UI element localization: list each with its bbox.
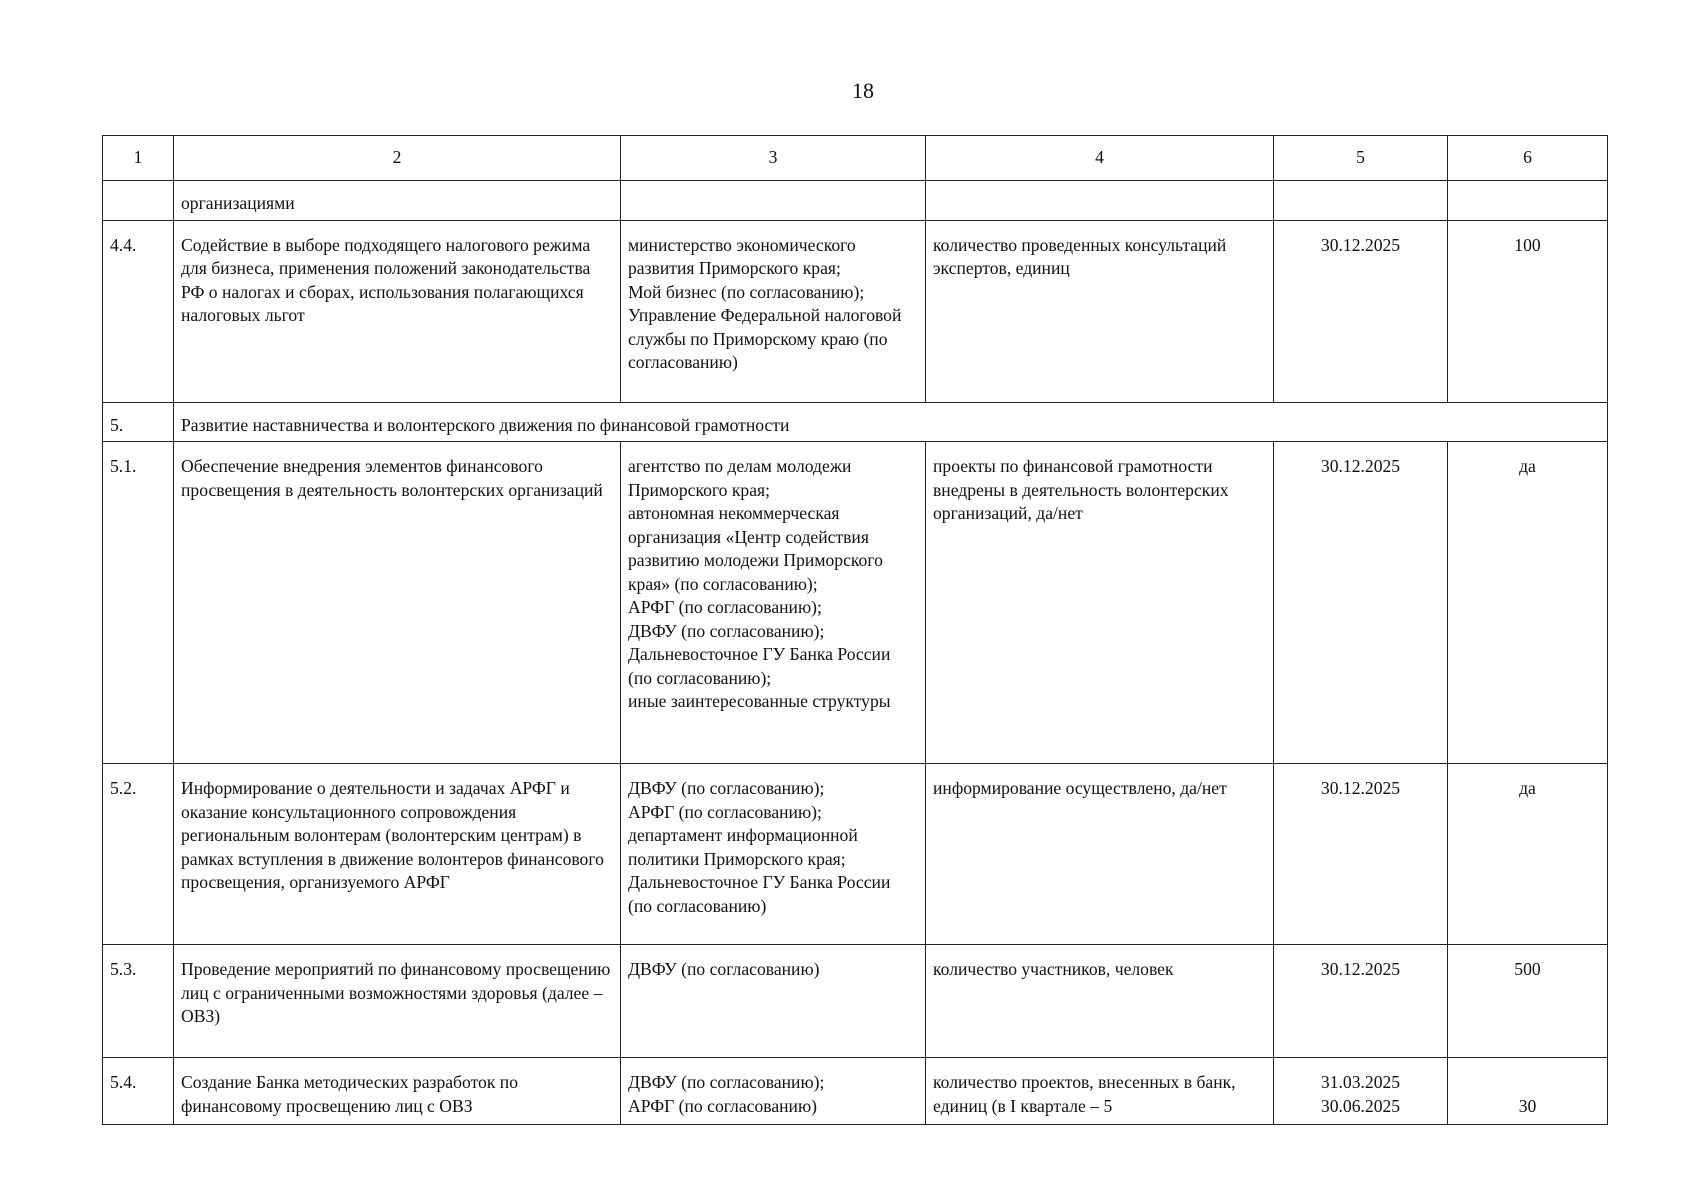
table-row [103,442,1608,764]
executor-line: АРФГ (по согласованию); [628,597,822,617]
executor-line: АРФГ (по согласованию) [628,1095,817,1116]
measure-cell: организациями [174,181,621,221]
executor-line: Дальневосточное ГУ Банка России (по согласованию) [628,872,891,916]
value-cell [1448,220,1608,402]
indicator-cell: количество проектов, внесенных в банк, единиц (в I квартале – 5 [926,1058,1274,1125]
executors-cell [621,181,926,221]
table-row [103,764,1608,945]
indicator-cell [926,181,1274,221]
date-cell [1274,220,1448,402]
measure-cell: Обеспечение внедрения элементов финансового просвещения в деятельность волонтерских организаций [174,442,621,764]
section-row [103,402,1608,442]
date-cell [1274,945,1448,1058]
executors-cell [621,945,926,1058]
column-number: 1 [103,136,174,181]
executor-line: ДВФУ (по согласованию) [628,959,820,979]
measure-cell: Проведение мероприятий по финансовому просвещению лиц с ограниченными возможностями здоровья (далее – ОВЗ) [174,945,621,1058]
executor-line: департамент информационной политики Приморского края; [628,825,858,869]
executor-line: АРФГ (по согласованию); [628,801,822,822]
executor-line: Дальневосточное ГУ Банка России (по согласованию); [628,644,891,688]
row-number-cell: 5.2. [103,764,174,945]
executor-line: ДВФУ (по согласованию); [628,1072,825,1092]
date-line: 30.12.2025 [1320,959,1401,979]
date-line: 30.12.2025 [1320,234,1401,255]
indicator-cell: проекты по финансовой грамотности внедрены в деятельность волонтерских организаций, да/нет [926,442,1274,764]
executor-line: Мой бизнес (по согласованию); [628,281,865,302]
row-number-cell: 5.1. [103,442,174,764]
value-line: 500 [1514,959,1541,979]
executor-line: министерство экономического развития Приморского края; [628,234,856,278]
section-title-cell: Развитие наставничества и волонтерского движения по финансовой грамотности [174,402,1608,442]
date-cell [1274,181,1448,221]
executor-line: иные заинтересованные структуры [628,691,891,711]
date-cell [1274,764,1448,945]
page-number: 18 [852,78,874,103]
date-line: 30.12.2025 [1320,778,1401,798]
measure-cell: Информирование о деятельности и задачах АРФГ и оказание консультационного сопровождения региональным волонтерам (волонтерским центрам) в рамках вступления в движение волонтеров финансового просвещения, организуемого АРФГ [174,764,621,945]
table-row [103,1058,1608,1125]
executor-line: Управление Федеральной налоговой службы по Приморскому краю (по согласованию) [628,305,902,372]
indicator-cell: количество проведенных консультаций экспертов, единиц [926,220,1274,402]
executors-cell [621,1058,926,1125]
column-number: 3 [621,136,926,181]
value-cell [1448,442,1608,764]
column-number: 4 [926,136,1274,181]
executors-cell [621,442,926,764]
column-number: 5 [1274,136,1448,181]
value-cell [1448,945,1608,1058]
table-row [103,945,1608,1058]
continuation-row [103,181,1608,221]
measure-cell: Создание Банка методических разработок по финансовому просвещению лиц с ОВЗ [174,1058,621,1125]
executor-line: автономная некоммерческая организация «Центр содействия развитию молодежи Приморского края» (по согласованию); [628,503,883,594]
column-number: 6 [1448,136,1608,181]
action-plan-table [102,135,1608,1125]
date-cell [1274,442,1448,764]
value-line: 100 [1514,234,1541,255]
value-cell [1448,181,1608,221]
date-line: 31.03.2025 [1320,1072,1401,1092]
date-line: 30.12.2025 [1320,456,1401,476]
executor-line: агентство по делам молодежи Приморского края; [628,456,852,500]
section-number-cell: 5. [103,402,174,442]
table-row [103,220,1608,402]
value-cell [1448,764,1608,945]
executors-cell [621,764,926,945]
executors-cell [621,220,926,402]
row-number-cell [103,181,174,221]
value-line: 30 [1518,1095,1537,1116]
indicator-cell: количество участников, человек [926,945,1274,1058]
row-number-cell: 5.3. [103,945,174,1058]
measure-cell: Содействие в выборе подходящего налогового режима для бизнеса, применения положений законодательства РФ о налогах и сборах, использования полагающихся налоговых льгот [174,220,621,402]
row-number-cell: 4.4. [103,220,174,402]
date-line: 30.06.2025 [1320,1095,1401,1116]
column-number: 2 [174,136,621,181]
row-number-cell: 5.4. [103,1058,174,1125]
date-cell [1274,1058,1448,1125]
column-number-header-row [103,136,1608,181]
executor-line: ДВФУ (по согласованию); [628,778,825,798]
value-cell [1448,1058,1608,1125]
value-line: да [1519,778,1536,798]
indicator-cell: информирование осуществлено, да/нет [926,764,1274,945]
value-line: да [1519,456,1536,476]
executor-line: ДВФУ (по согласованию); [628,620,825,641]
